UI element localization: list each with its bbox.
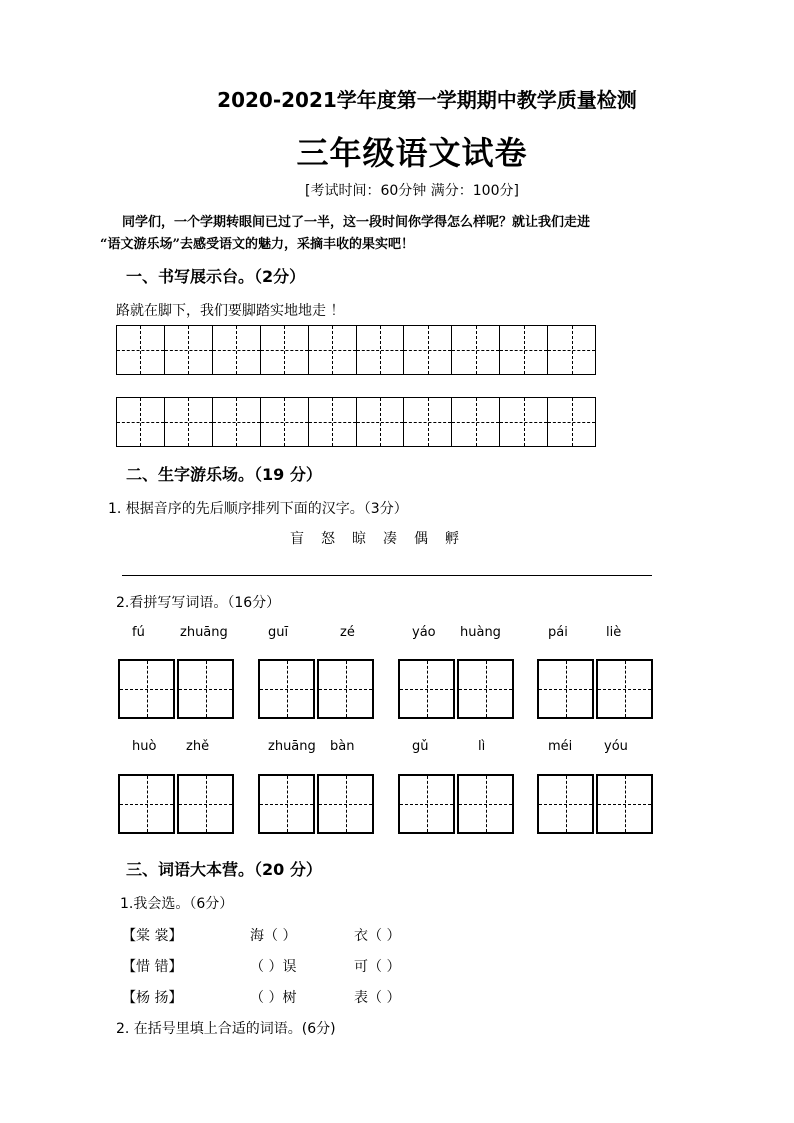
- char-box[interactable]: [398, 774, 455, 834]
- choice-blank[interactable]: （ ）树: [250, 990, 297, 1006]
- section1-sentence: 路就在脚下，我们要脚踏实地地走 ！: [116, 303, 345, 319]
- choice-blank[interactable]: 可（ ）: [354, 959, 401, 975]
- pinyin: fú: [132, 625, 145, 640]
- intro-line-2: “语文游乐场”去感受语文的魅力，采摘丰收的果实吧！: [100, 237, 414, 252]
- char-box[interactable]: [177, 774, 234, 834]
- char-box[interactable]: [596, 659, 653, 719]
- exam-info: [考试时间：60分钟 满分：100分]: [305, 183, 519, 199]
- writing-cell[interactable]: [357, 326, 405, 374]
- word-box[interactable]: [398, 659, 514, 719]
- pinyin: bàn: [330, 739, 355, 754]
- word-box[interactable]: [258, 659, 374, 719]
- pinyin: liè: [606, 625, 622, 640]
- hanzi-char: 怒: [321, 531, 335, 547]
- section3-q2-label: 2. 在括号里填上合适的词语。(6分): [116, 1021, 336, 1037]
- writing-cell[interactable]: [309, 326, 357, 374]
- char-box[interactable]: [118, 659, 175, 719]
- choice-pair: 【杨 扬】: [122, 990, 183, 1006]
- writing-cell[interactable]: [548, 398, 595, 446]
- intro-line-1: 同学们，一个学期转眼间已过了一半，这一段时间你学得怎么样呢？就让我们走进: [122, 215, 591, 230]
- writing-grid-row-2[interactable]: [116, 397, 596, 447]
- pinyin: lì: [478, 739, 486, 754]
- writing-cell[interactable]: [261, 326, 309, 374]
- exam-title: 2020-2021学年度第一学期期中教学质量检测: [217, 88, 637, 112]
- choice-blank[interactable]: （ ）误: [250, 959, 297, 975]
- answer-line[interactable]: [122, 575, 652, 576]
- hanzi-char: 凑: [383, 531, 397, 547]
- section3-heading: 三、词语大本营。（20 分）: [126, 860, 322, 879]
- writing-cell[interactable]: [404, 326, 452, 374]
- hanzi-char: 偶: [414, 531, 428, 547]
- word-box[interactable]: [537, 659, 653, 719]
- word-box[interactable]: [537, 774, 653, 834]
- section3-q1-label: 1.我会选。（6分）: [120, 896, 234, 912]
- pinyin: huàng: [460, 625, 501, 640]
- word-box[interactable]: [118, 774, 234, 834]
- choice-blank[interactable]: 衣（ ）: [354, 928, 401, 944]
- char-box[interactable]: [398, 659, 455, 719]
- section2-q2-label: 2.看拼写写词语。（16分）: [116, 595, 281, 611]
- hanzi-char: 晾: [352, 531, 366, 547]
- main-title: 三年级语文试卷: [296, 134, 528, 172]
- char-box[interactable]: [457, 774, 514, 834]
- writing-cell[interactable]: [117, 398, 165, 446]
- writing-cell[interactable]: [117, 326, 165, 374]
- writing-cell[interactable]: [213, 398, 261, 446]
- writing-cell[interactable]: [165, 398, 213, 446]
- writing-cell[interactable]: [213, 326, 261, 374]
- writing-cell[interactable]: [452, 398, 500, 446]
- char-box[interactable]: [317, 659, 374, 719]
- char-box[interactable]: [537, 659, 594, 719]
- writing-cell[interactable]: [500, 398, 548, 446]
- pinyin: zhuāng: [268, 739, 316, 754]
- writing-cell[interactable]: [500, 326, 548, 374]
- char-box[interactable]: [258, 659, 315, 719]
- section1-heading: 一、书写展示台。（2分）: [126, 267, 306, 286]
- char-box[interactable]: [177, 659, 234, 719]
- pinyin: zhuāng: [180, 625, 228, 640]
- pinyin: yóu: [604, 739, 628, 754]
- section2-heading: 二、生字游乐场。（19 分）: [126, 465, 322, 484]
- choice-pair: 【棠 裳】: [122, 928, 183, 944]
- pinyin: zhě: [186, 739, 210, 754]
- pinyin: yáo: [412, 625, 436, 640]
- writing-cell[interactable]: [452, 326, 500, 374]
- writing-cell[interactable]: [165, 326, 213, 374]
- writing-grid-row-1[interactable]: [116, 325, 596, 375]
- hanzi-char: 孵: [445, 531, 459, 547]
- char-box[interactable]: [258, 774, 315, 834]
- hanzi-list: [290, 528, 476, 548]
- hanzi-char: 盲: [290, 531, 304, 547]
- choice-blank[interactable]: 海（ ）: [250, 928, 297, 944]
- pinyin: guī: [268, 625, 289, 640]
- writing-cell[interactable]: [404, 398, 452, 446]
- word-box[interactable]: [118, 659, 234, 719]
- choice-pair: 【惜 错】: [122, 959, 183, 975]
- word-box[interactable]: [398, 774, 514, 834]
- pinyin: zé: [340, 625, 355, 640]
- word-box[interactable]: [258, 774, 374, 834]
- char-box[interactable]: [596, 774, 653, 834]
- intro-paragraph: [100, 212, 710, 256]
- char-box[interactable]: [317, 774, 374, 834]
- choice-blank[interactable]: 表（ ）: [354, 990, 401, 1006]
- pinyin: huò: [132, 739, 157, 754]
- pinyin: gǔ: [412, 739, 429, 754]
- pinyin: méi: [548, 739, 573, 754]
- writing-cell[interactable]: [548, 326, 595, 374]
- writing-cell[interactable]: [261, 398, 309, 446]
- char-box[interactable]: [118, 774, 175, 834]
- section2-q1-label: 1. 根据音序的先后顺序排列下面的汉字。（3分）: [108, 501, 408, 517]
- char-box[interactable]: [537, 774, 594, 834]
- writing-cell[interactable]: [309, 398, 357, 446]
- writing-cell[interactable]: [357, 398, 405, 446]
- char-box[interactable]: [457, 659, 514, 719]
- pinyin: pái: [548, 625, 568, 640]
